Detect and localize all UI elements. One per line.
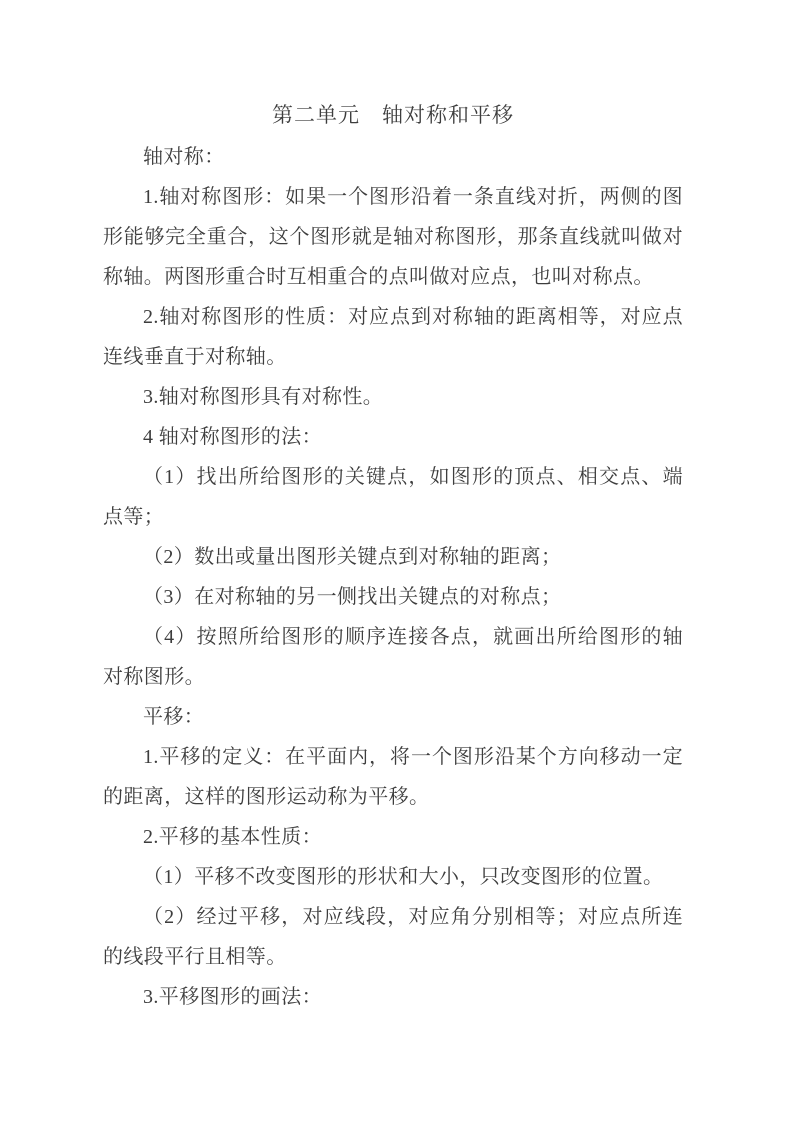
paragraph: （1）找出所给图形的关键点，如图形的顶点、相交点、端点等； bbox=[103, 466, 683, 528]
paragraph: 1.平移的定义：在平面内，将一个图形沿某个方向移动一定的距离，这样的图形运动称为平移。 bbox=[103, 746, 683, 808]
paragraph: （2）数出或量出图形关键点到对称轴的距离； bbox=[143, 546, 562, 568]
paragraph: 2.平移的基本性质： bbox=[143, 826, 322, 848]
paragraph: 3.平移图形的画法： bbox=[143, 986, 322, 1008]
paragraph: （2）经过平移，对应线段，对应角分别相等；对应点所连的线段平行且相等。 bbox=[103, 906, 683, 968]
document-title: 第二单元 轴对称和平移 bbox=[272, 103, 514, 127]
paragraph: （4）按照所给图形的顺序连接各点，就画出所给图形的轴对称图形。 bbox=[103, 626, 683, 688]
paragraph: （1）平移不改变图形的形状和大小，只改变图形的位置。 bbox=[143, 866, 664, 888]
paragraph: 3.轴对称图形具有对称性。 bbox=[143, 386, 384, 408]
paragraph: 轴对称： bbox=[143, 146, 225, 168]
paragraph: 2.轴对称图形的性质：对应点到对称轴的距离相等，对应点连线垂直于对称轴。 bbox=[103, 306, 683, 368]
paragraph: （3）在对称轴的另一侧找出关键点的对称点； bbox=[143, 586, 562, 608]
document-content bbox=[103, 93, 683, 1017]
paragraph: 1.轴对称图形：如果一个图形沿着一条直线对折，两侧的图形能够完全重合，这个图形就是轴对称图形，那条直线就叫做对称轴。两图形重合时互相重合的点叫做对应点，也叫对称点。 bbox=[103, 186, 683, 288]
paragraph: 4 轴对称图形的法： bbox=[143, 426, 322, 448]
paragraph: 平移： bbox=[143, 706, 205, 728]
